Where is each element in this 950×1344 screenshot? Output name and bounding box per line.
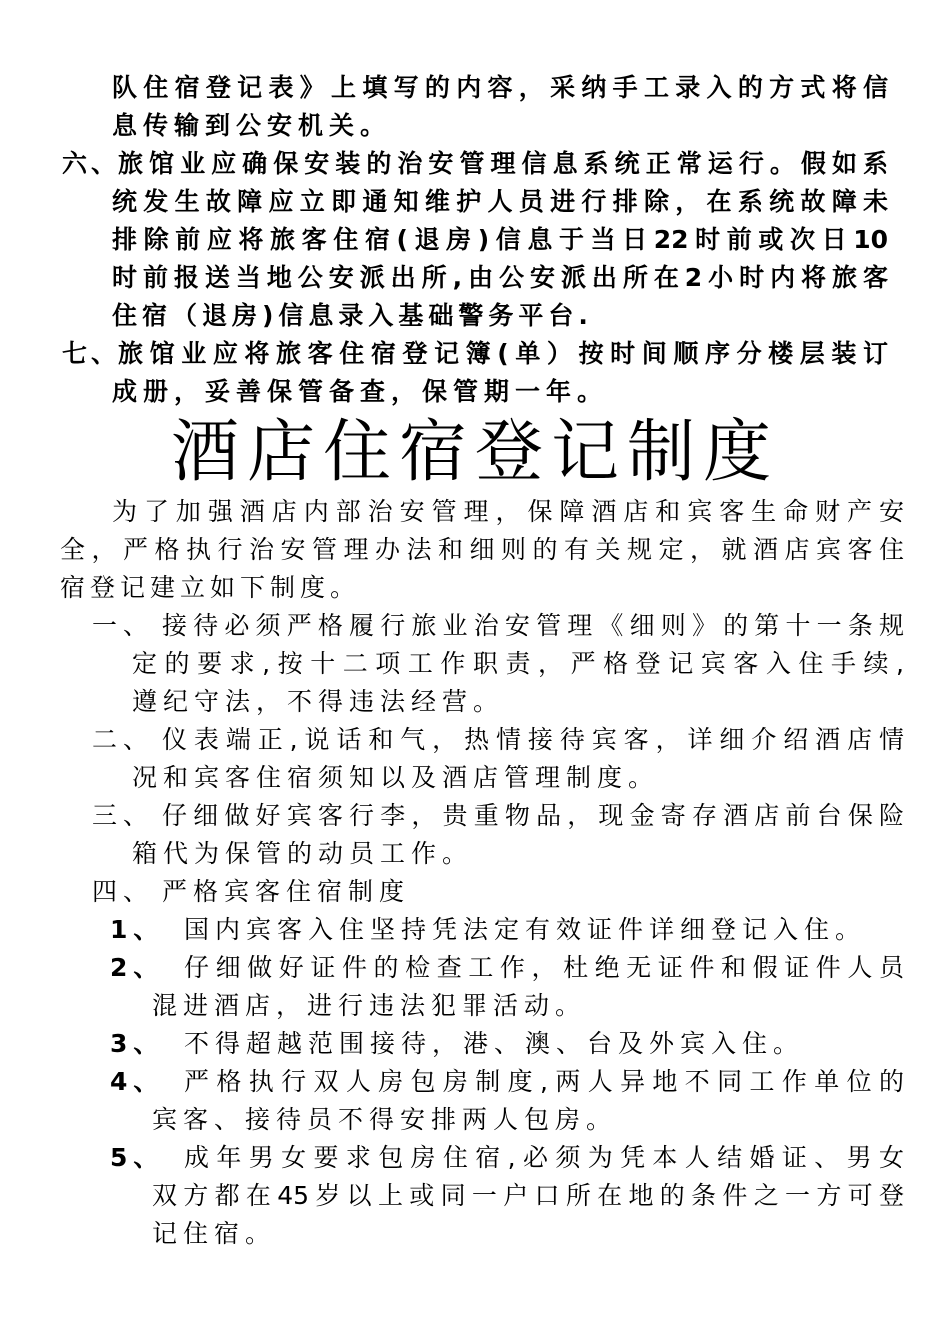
item-text-line: 成册，妥善保管备查，保管期一年。 [112,377,609,406]
rule-text-line: 况和宾客住宿须知以及酒店管理制度。 [132,763,660,792]
continued-text-line: 息传输到公安机关。 [112,111,392,140]
sub-rule-text-line: 国内宾客入住坚持凭法定有效证件详细登记入住。 [184,915,867,944]
rule-text-line: 接待必须严格履行旅业治安管理《细则》的第十一条规 [162,611,904,640]
rule-marker: 三、 [92,801,155,830]
intro-text-line: 全，严格执行治安管理办法和细则的有关规定，就酒店宾客住 [60,535,904,564]
sub-rule-text-line: 不得超越范围接待，港、澳、台及外宾入住。 [184,1029,805,1058]
intro-text-line: 为了加强酒店内部治安管理，保障酒店和宾客生命财产安 [112,497,904,526]
item-marker: 七、 [62,339,121,368]
rule-marker: 四、 [92,877,155,906]
rule-marker: 一、 [92,611,155,640]
sub-rule-text-line: 混进酒店，进行违法犯罪活动。 [152,991,587,1020]
sub-rule-marker: 2、 [110,953,165,982]
item-text-line: 时前报送当地公安派出所,由公安派出所在2小时内将旅客 [112,263,888,292]
sub-rule-text-line: 严格执行双人房包房制度,两人异地不同工作单位的 [184,1067,904,1096]
sub-rule-text-line: 宾客、接待员不得安排两人包房。 [152,1105,618,1134]
intro-text-line: 宿登记建立如下制度。 [60,573,361,602]
sub-rule-marker: 5、 [110,1143,165,1172]
rule-text-line: 遵纪守法，不得违法经营。 [132,687,505,716]
item-text-line: 排除前应将旅客住宿(退房)信息于当日22时前或次日10 [112,225,888,254]
document-title: 酒店住宿登记制度 [170,413,779,492]
sub-rule-text-line: 记住宿。 [152,1219,277,1248]
item-text-line: 统发生故障应立即通知维护人员进行排除，在系统故障未 [112,187,888,216]
sub-rule-text-line: 成年男女要求包房住宿,必须为凭本人结婚证、男女 [184,1143,904,1172]
item-text-line: 旅馆业应将旅客住宿登记簿(单）按时间顺序分楼层装订 [118,339,888,368]
sub-rule-marker: 1、 [110,915,165,944]
item-text-line: 住宿（退房)信息录入基础警务平台. [112,301,593,330]
item-marker: 六、 [62,149,121,178]
rule-text-line: 仔细做好宾客行李，贵重物品，现金寄存酒店前台保险 [162,801,904,830]
sub-rule-marker: 4、 [110,1067,165,1096]
item-text-line: 旅馆业应确保安装的治安管理信息系统正常运行。假如系 [118,149,888,178]
rule-text-line: 仪表端正,说话和气，热情接待宾客，详细介绍酒店情 [162,725,904,754]
sub-rule-marker: 3、 [110,1029,165,1058]
rule-text-line: 严格宾客住宿制度 [162,877,411,906]
sub-rule-text-line: 双方都在45岁以上或同一户口所在地的条件之一方可登 [152,1181,904,1210]
sub-rule-text-line: 仔细做好证件的检查工作，杜绝无证件和假证件人员 [184,953,904,982]
continued-text-line: 队住宿登记表》上填写的内容，采纳手工录入的方式将信 [112,73,888,102]
rule-text-line: 定的要求,按十二项工作职责，严格登记宾客入住手续, [132,649,904,678]
rule-marker: 二、 [92,725,155,754]
rule-text-line: 箱代为保管的动员工作。 [132,839,474,868]
